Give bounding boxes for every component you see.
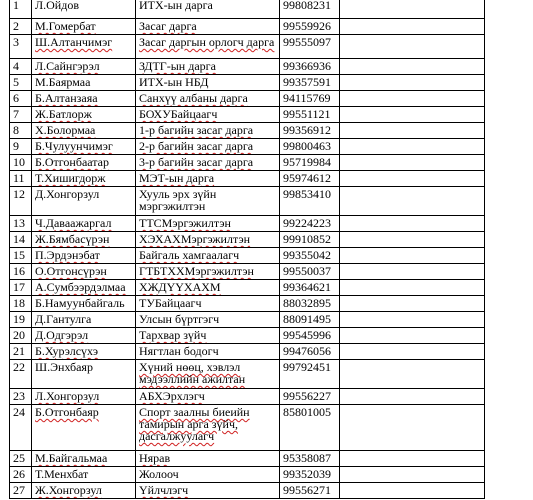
row-number-cell-text: 23 [13,389,25,403]
empty-cell [340,264,485,280]
row-number-cell [10,451,32,467]
position-cell [136,139,280,155]
empty-cell [340,171,485,187]
position-cell-text: ИТХ-ын дарга [139,0,213,12]
row-number-cell-text: 22 [13,360,25,374]
name-cell [32,187,136,216]
name-cell [32,232,136,248]
name-cell [32,328,136,344]
position-cell-text: Санхүү албаны дарга [139,91,248,105]
row-number-cell [10,328,32,344]
row-number-cell-text: 10 [13,155,25,169]
phone-cell [280,328,340,344]
table-row [10,139,485,155]
contact-table-body [10,0,485,499]
row-number-cell-text: 27 [13,483,25,497]
name-cell-text: М.Баярмаа [35,75,91,89]
position-cell [136,0,280,19]
name-cell [32,59,136,75]
name-cell [32,280,136,296]
name-cell-text: Д.Одгэрэл [35,328,89,342]
phone-cell [280,483,340,499]
phone-cell-text: 99910852 [283,232,331,246]
empty-cell [340,19,485,35]
row-number-cell-text: 8 [13,123,19,137]
empty-cell [340,296,485,312]
position-cell-text: МЭТ-ын дарга [139,171,215,185]
row-number-cell-text: 11 [13,171,25,185]
position-cell-text: Засаг даргын орлогч дарга [139,35,275,49]
empty-cell [340,280,485,296]
phone-cell-text: 99366936 [283,59,331,73]
row-number-cell [10,360,32,389]
phone-cell-text: 99556227 [283,389,331,403]
contact-table [9,0,485,499]
table-row [10,123,485,139]
row-number-cell-text: 26 [13,467,25,481]
name-cell-text: Ж.Бямбасүрэн [35,232,110,246]
name-cell-text: Л.Сайнгэрэл [35,59,100,73]
position-cell-text: ЗДТГ-ын дарга [139,59,216,73]
empty-cell [340,483,485,499]
phone-cell-text: 99808231 [283,0,331,12]
empty-cell [340,405,485,451]
phone-cell-text: 85801005 [283,405,331,419]
name-cell [32,123,136,139]
empty-cell [340,59,485,75]
name-cell [32,405,136,451]
phone-cell [280,232,340,248]
phone-cell [280,451,340,467]
empty-cell [340,467,485,483]
row-number-cell-text: 25 [13,451,25,465]
name-cell-text: Б.Хурэлсүхэ [35,344,99,358]
name-cell-text: Ч.Даваажаргал [35,216,112,230]
name-cell-text: М.Байгальмаа [35,451,108,465]
name-cell-text: Д.Хонгорзул [35,187,100,201]
name-cell [32,139,136,155]
row-number-cell [10,187,32,216]
row-number-cell [10,389,32,405]
position-cell [136,35,280,59]
row-number-cell-text: 16 [13,264,25,278]
name-cell [32,264,136,280]
row-number-cell-text: 21 [13,344,25,358]
position-cell-text: Тархвар зүйч [139,328,207,342]
row-number-cell [10,59,32,75]
table-row [10,405,485,451]
row-number-cell-text: 17 [13,280,25,294]
row-number-cell [10,296,32,312]
name-cell-text: О.Отгонсүрэн [35,264,107,278]
position-cell-text: Байгаль хамгаалагч [139,248,240,262]
row-number-cell [10,344,32,360]
name-cell [32,35,136,59]
position-cell [136,280,280,296]
row-number-cell [10,107,32,123]
position-cell-text: ХЖДҮҮХАХМ [139,280,221,294]
name-cell [32,360,136,389]
phone-cell [280,155,340,171]
table-row [10,75,485,91]
name-cell [32,107,136,123]
name-cell [32,155,136,171]
row-number-cell [10,19,32,35]
position-cell [136,91,280,107]
name-cell-text: Б.Отгонбаяр [35,405,99,419]
phone-cell [280,296,340,312]
name-cell-text: Т.Хишигдорж [35,171,106,185]
phone-cell-text: 99555097 [283,35,331,49]
phone-cell [280,344,340,360]
name-cell-text: Л.Хонгорзул [35,389,100,403]
phone-cell [280,216,340,232]
position-cell [136,75,280,91]
name-cell-text: Х.Болормаа [35,123,96,137]
table-row [10,451,485,467]
name-cell [32,344,136,360]
name-cell-text: П.Эрдэнэбат [35,248,100,262]
name-cell [32,0,136,19]
phone-cell-text: 99559926 [283,19,331,33]
row-number-cell [10,483,32,499]
row-number-cell-text: 2 [13,19,19,33]
table-row [10,483,485,499]
position-cell-text: Улсын бүртгэгч [139,312,220,326]
phone-cell-text: 99357591 [283,75,331,89]
phone-cell [280,171,340,187]
row-number-cell [10,155,32,171]
row-number-cell [10,0,32,19]
name-cell-text: М.Гомербат [35,19,96,33]
row-number-cell [10,312,32,328]
name-cell-text: Б.Алтанзаяа [35,91,98,105]
position-cell [136,451,280,467]
empty-cell [340,232,485,248]
position-cell-text: Спорт заалны биеийн тамирын арга зүйч, дасгалжуулагч [139,405,250,443]
table-row [10,59,485,75]
phone-cell [280,123,340,139]
position-cell [136,171,280,187]
phone-cell-text: 99853410 [283,187,331,201]
position-cell [136,155,280,171]
position-cell [136,59,280,75]
phone-cell-text: 99355042 [283,248,331,262]
position-cell [136,389,280,405]
position-cell [136,467,280,483]
name-cell [32,216,136,232]
position-cell-text: Нягтлан бодогч [139,344,219,358]
position-cell-text: 3-р багийн засаг дарга [139,155,254,169]
position-cell-text: ИТХ-ын НБД [139,75,209,89]
table-row [10,171,485,187]
position-cell-text: Засаг дарга [139,19,197,33]
name-cell-text: Д.Гантулга [35,312,92,326]
row-number-cell-text: 13 [13,216,25,230]
table-row [10,344,485,360]
empty-cell [340,0,485,19]
name-cell [32,171,136,187]
row-number-cell-text: 14 [13,232,25,246]
name-cell [32,91,136,107]
table-row [10,35,485,59]
name-cell-text: Т.Менхбат [35,467,89,481]
row-number-cell [10,280,32,296]
row-number-cell [10,75,32,91]
table-row [10,0,485,19]
phone-cell-text: 99556271 [283,483,331,497]
table-row [10,296,485,312]
position-cell [136,248,280,264]
row-number-cell [10,405,32,451]
name-cell [32,19,136,35]
position-cell [136,328,280,344]
phone-cell [280,19,340,35]
phone-cell [280,75,340,91]
phone-cell [280,35,340,59]
name-cell-text: Б.Отгонбаатар [35,155,110,169]
position-cell [136,216,280,232]
empty-cell [340,344,485,360]
position-cell-text: ГТБТХХМэргэжилтэн [139,264,254,278]
table-row [10,328,485,344]
table-row [10,312,485,328]
empty-cell [340,155,485,171]
position-cell [136,483,280,499]
row-number-cell-text: 3 [13,35,19,49]
position-cell [136,296,280,312]
phone-cell-text: 95358087 [283,451,331,465]
position-cell [136,19,280,35]
phone-cell [280,59,340,75]
position-cell-text: Жолооч [139,467,179,481]
name-cell-text: А.Сумбээрдэлмаа [35,280,126,294]
phone-cell-text: 99352039 [283,467,331,481]
row-number-cell-text: 18 [13,296,25,310]
row-number-cell-text: 19 [13,312,25,326]
position-cell [136,360,280,389]
name-cell [32,451,136,467]
phone-cell [280,187,340,216]
phone-cell-text: 99792451 [283,360,331,374]
position-cell-text: 1-р багийн засаг дарга [139,123,254,137]
row-number-cell [10,248,32,264]
phone-cell-text: 95974612 [283,171,331,185]
table-row [10,467,485,483]
empty-cell [340,389,485,405]
phone-cell-text: 99364621 [283,280,331,294]
position-cell-text: Хууль эрх зүйн мэргэжилтэн [139,187,217,213]
position-cell-text: Нярав [139,451,171,465]
name-cell [32,483,136,499]
row-number-cell [10,216,32,232]
position-cell [136,123,280,139]
empty-cell [340,139,485,155]
phone-cell [280,0,340,19]
empty-cell [340,187,485,216]
phone-cell-text: 95719984 [283,155,331,169]
phone-cell-text: 99545996 [283,328,331,342]
empty-cell [340,328,485,344]
name-cell-text: Б.Чулуунчимэг [35,139,113,153]
empty-cell [340,75,485,91]
row-number-cell-text: 1 [13,0,19,12]
name-cell [32,248,136,264]
empty-cell [340,216,485,232]
row-number-cell-text: 12 [13,187,25,201]
row-number-cell-text: 5 [13,75,19,89]
position-cell [136,232,280,248]
name-cell-text: Ж.Батлорж [35,107,92,121]
position-cell-text: ТУБайцаагч [139,296,202,310]
name-cell [32,312,136,328]
phone-cell [280,91,340,107]
phone-cell [280,280,340,296]
row-number-cell [10,232,32,248]
name-cell-text: Л.Ойдов [35,0,79,12]
phone-cell [280,264,340,280]
phone-cell-text: 88032895 [283,296,331,310]
phone-cell [280,405,340,451]
table-row [10,19,485,35]
table-row [10,216,485,232]
row-number-cell-text: 9 [13,139,19,153]
position-cell-text: 2-р багийн засаг дарга [139,139,254,153]
table-row [10,280,485,296]
phone-cell-text: 88091495 [283,312,331,326]
phone-cell-text: 99476056 [283,344,331,358]
table-row [10,187,485,216]
phone-cell [280,360,340,389]
table-row [10,389,485,405]
position-cell [136,187,280,216]
position-cell-text: Үйлчлэгч [139,483,189,497]
position-cell-text: АБХЭрхлэгч [139,389,205,403]
position-cell-text: Хүний нөөц, хэвлэл мэдээллийн ажилтан [139,360,246,386]
empty-cell [340,35,485,59]
row-number-cell [10,264,32,280]
empty-cell [340,91,485,107]
row-number-cell-text: 15 [13,248,25,262]
row-number-cell-text: 20 [13,328,25,342]
row-number-cell [10,91,32,107]
empty-cell [340,312,485,328]
phone-cell-text: 94115769 [283,91,331,105]
position-cell-text: ХЭХАХМэргэжилтэн [139,232,251,246]
phone-cell-text: 99800463 [283,139,331,153]
position-cell-text: БОХУБайцаагч [139,107,218,121]
phone-cell [280,248,340,264]
row-number-cell-text: 7 [13,107,19,121]
name-cell [32,467,136,483]
row-number-cell [10,467,32,483]
name-cell-text: Ш.Энхбаяр [35,360,93,374]
row-number-cell-text: 24 [13,405,25,419]
name-cell-text: Ш.Алтанчимэг [35,35,113,49]
table-row [10,264,485,280]
phone-cell-text: 99224223 [283,216,331,230]
table-row [10,360,485,389]
table-row [10,91,485,107]
position-cell [136,264,280,280]
empty-cell [340,360,485,389]
row-number-cell [10,123,32,139]
empty-cell [340,451,485,467]
position-cell [136,405,280,451]
phone-cell-text: 99356912 [283,123,331,137]
position-cell [136,344,280,360]
position-cell [136,312,280,328]
phone-cell [280,467,340,483]
phone-cell [280,389,340,405]
phone-cell [280,312,340,328]
row-number-cell [10,139,32,155]
name-cell-text: Б.Намуунбайгаль [35,296,125,310]
phone-cell [280,139,340,155]
position-cell-text: ТТСМэргэжилтэн [139,216,231,230]
empty-cell [340,107,485,123]
phone-cell-text: 99551121 [283,107,331,121]
table-row [10,248,485,264]
table-row [10,232,485,248]
name-cell-text: Ж.Хонгорзул [35,483,102,497]
table-row [10,155,485,171]
row-number-cell [10,171,32,187]
row-number-cell-text: 4 [13,59,19,73]
name-cell [32,75,136,91]
phone-cell-text: 99550037 [283,264,331,278]
name-cell [32,296,136,312]
empty-cell [340,248,485,264]
phone-cell [280,107,340,123]
position-cell [136,107,280,123]
name-cell [32,389,136,405]
row-number-cell [10,35,32,59]
empty-cell [340,123,485,139]
table-row [10,107,485,123]
row-number-cell-text: 6 [13,91,19,105]
